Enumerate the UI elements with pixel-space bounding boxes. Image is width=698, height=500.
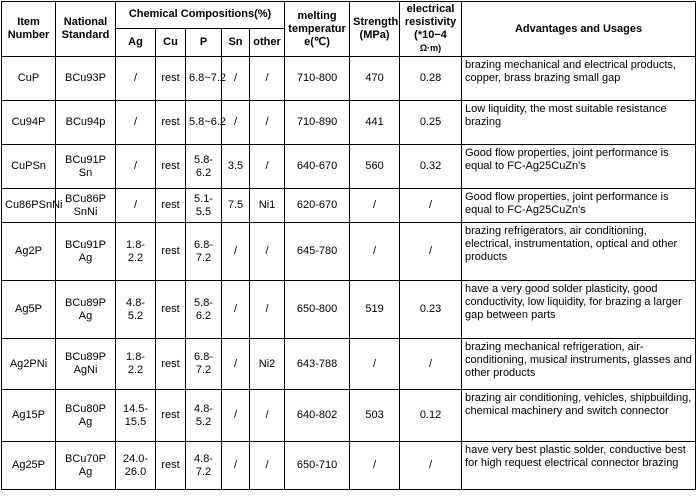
header-melting-temperature: melting temperatur e(℃) <box>285 2 350 57</box>
cell-usage: have very best plastic solder, conductive best for high request electrical connector brazing <box>462 442 696 490</box>
cell-p: 4.8-7.2 <box>186 442 222 490</box>
cell-strength: / <box>350 189 400 223</box>
cell-ag: 1.8-2.2 <box>116 339 156 390</box>
header-resistivity-unit-exp: −4 <box>434 29 447 41</box>
cell-p: 5.1-5.5 <box>186 189 222 223</box>
cell-ag: 4.8-5.2 <box>116 281 156 339</box>
cell-usage: brazing refrigerators, air conditioning, electrical, instrumentation, optical and other products <box>462 223 696 281</box>
cell-melting: 620-670 <box>285 189 350 223</box>
cell-p: 4.8-5.2 <box>186 390 222 442</box>
cell-resistivity: 0.25 <box>400 101 462 145</box>
header-ag: Ag <box>116 28 156 56</box>
table-row <box>2 390 696 442</box>
cell-standard: BCu94p <box>56 101 116 145</box>
table-row <box>2 281 696 339</box>
cell-cu: rest <box>156 442 186 490</box>
cell-resistivity: / <box>400 189 462 223</box>
cell-p: 6.8~7.2 <box>186 57 222 101</box>
cell-strength: / <box>350 442 400 490</box>
cell-standard: BCu86P SnNi <box>56 189 116 223</box>
table-row <box>2 189 696 223</box>
table-row <box>2 339 696 390</box>
cell-ag: / <box>116 57 156 101</box>
cell-other: Ni2 <box>250 339 285 390</box>
cell-cu: rest <box>156 189 186 223</box>
cell-standard: BCu70P Ag <box>56 442 116 490</box>
cell-strength: 560 <box>350 145 400 189</box>
cell-p: 5.8-6.2 <box>186 281 222 339</box>
cell-resistivity: 0.32 <box>400 145 462 189</box>
cell-sn: / <box>222 223 250 281</box>
cell-item: Ag25P <box>2 442 56 490</box>
cell-item: CuPSn <box>2 145 56 189</box>
cell-sn: / <box>222 339 250 390</box>
cell-melting: 650-710 <box>285 442 350 490</box>
cell-usage: brazing mechanical and electrical products, copper, brass brazing small gap <box>462 57 696 101</box>
cell-ag: / <box>116 189 156 223</box>
cell-other: / <box>250 57 285 101</box>
cell-standard: BCu91P Ag <box>56 223 116 281</box>
cell-usage: Good flow properties, joint performance is equal to FC-Ag25CuZn's <box>465 191 669 216</box>
cell-sn: / <box>222 57 250 101</box>
cell-usage: brazing mechanical refrigeration, air-conditioning, musical instruments, glasses and other products <box>462 339 696 390</box>
cell-sn: 3.5 <box>222 145 250 189</box>
cell-melting: 645-780 <box>285 223 350 281</box>
cell-other: Ni1 <box>250 189 285 223</box>
cell-resistivity: 0.23 <box>400 281 462 339</box>
cell-resistivity: / <box>400 442 462 490</box>
cell-resistivity: / <box>400 223 462 281</box>
table-row <box>2 442 696 490</box>
cell-p: 5.8-6.2 <box>186 145 222 189</box>
cell-sn: / <box>222 390 250 442</box>
cell-item: Cu94P <box>2 101 56 145</box>
header-resistivity-unit-tail: Ω·m) <box>419 43 442 53</box>
table-row <box>2 101 696 145</box>
cell-item: Ag2P <box>2 223 56 281</box>
header-cu: Cu <box>156 28 186 56</box>
cell-sn: / <box>222 281 250 339</box>
header-resistivity-unit-main: (*10 <box>414 29 435 41</box>
cell-usage: brazing air conditioning, vehicles, shipbuilding, chemical machinery and switch connector <box>462 390 696 442</box>
header-advantages: Advantages and Usages <box>462 2 696 57</box>
header-resistivity <box>400 2 462 57</box>
cell-item: Ag5P <box>2 281 56 339</box>
header-p: P <box>186 28 222 56</box>
cell-other: / <box>250 145 285 189</box>
cell-melting: 710-890 <box>285 101 350 145</box>
cell-standard: BCu89P Ag <box>56 281 116 339</box>
cell-ag: / <box>116 101 156 145</box>
cell-other: / <box>250 442 285 490</box>
cell-p: 6.8-7.2 <box>186 223 222 281</box>
cell-p: 6.8-7.2 <box>186 339 222 390</box>
cell-strength: 503 <box>350 390 400 442</box>
cell-standard: BCu89P AgNi <box>56 339 116 390</box>
cell-other: / <box>250 223 285 281</box>
header-chemical-compositions: Chemical Compositions(%) <box>116 2 285 29</box>
cell-melting: 640-670 <box>285 145 350 189</box>
cell-other: / <box>250 101 285 145</box>
header-resistivity-title: electrical resistivity <box>404 3 457 28</box>
header-other: other <box>250 28 285 56</box>
cell-cu: rest <box>156 101 186 145</box>
cell-usage: Low liquidity, the most suitable resistance brazing <box>462 101 696 145</box>
cell-other: / <box>250 390 285 442</box>
table-row <box>2 223 696 281</box>
cell-sn: / <box>222 442 250 490</box>
cell-ag: / <box>116 145 156 189</box>
cell-usage: have a very good solder plasticity, good conductivity, low liquidity, for brazing a larger gap between parts <box>462 281 696 339</box>
cell-melting: 643-788 <box>285 339 350 390</box>
cell-resistivity: 0.28 <box>400 57 462 101</box>
cell-cu: rest <box>156 57 186 101</box>
cell-item: Ag2PNi <box>2 339 56 390</box>
cell-item: CuP <box>2 57 56 101</box>
cell-ag: 1.8-2.2 <box>116 223 156 281</box>
cell-ag: 24.0-26.0 <box>116 442 156 490</box>
cell-sn: 7.5 <box>222 189 250 223</box>
cell-cu: rest <box>156 145 186 189</box>
cell-usage: Good flow properties, joint performance is equal to FC-Ag25CuZn's <box>462 145 696 189</box>
cell-standard: BCu93P <box>56 57 116 101</box>
cell-strength: / <box>350 339 400 390</box>
header-national-standard: National Standard <box>56 2 116 57</box>
cell-melting: 640-802 <box>285 390 350 442</box>
alloy-spec-table <box>1 1 696 490</box>
cell-strength: 519 <box>350 281 400 339</box>
cell-ag: 14.5-15.5 <box>116 390 156 442</box>
cell-standard: BCu80P Ag <box>56 390 116 442</box>
cell-cu: rest <box>156 390 186 442</box>
cell-item: Cu86PSnNi <box>2 189 56 223</box>
cell-resistivity: / <box>400 339 462 390</box>
cell-melting: 650-800 <box>285 281 350 339</box>
header-sn: Sn <box>222 28 250 56</box>
cell-strength: 470 <box>350 57 400 101</box>
cell-cu: rest <box>156 339 186 390</box>
cell-cu: rest <box>156 223 186 281</box>
cell-sn: / <box>222 101 250 145</box>
cell-strength: 441 <box>350 101 400 145</box>
cell-p: 5.8~6.2 <box>186 101 222 145</box>
cell-other: / <box>250 281 285 339</box>
cell-melting: 710-800 <box>285 57 350 101</box>
cell-item: Ag15P <box>2 390 56 442</box>
header-strength: Strength (MPa) <box>350 2 400 57</box>
table-row <box>2 145 696 189</box>
cell-resistivity: 0.12 <box>400 390 462 442</box>
cell-cu: rest <box>156 281 186 339</box>
cell-standard: BCu91P Sn <box>56 145 116 189</box>
header-item-number: Item Number <box>2 2 56 57</box>
cell-strength: / <box>350 223 400 281</box>
table-row <box>2 57 696 101</box>
